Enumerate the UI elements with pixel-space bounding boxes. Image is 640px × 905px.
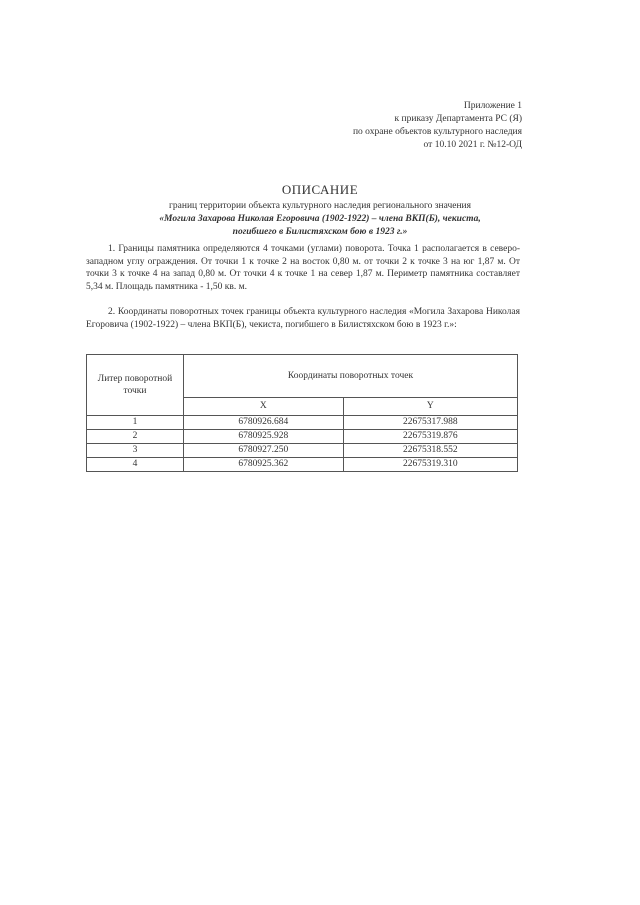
cell-point: 1 bbox=[87, 416, 184, 430]
coordinates-table bbox=[86, 354, 518, 472]
table-row bbox=[87, 430, 518, 444]
table-row bbox=[87, 444, 518, 458]
document-subtitle bbox=[80, 200, 560, 239]
cell-point: 4 bbox=[87, 458, 184, 472]
cell-y: 22675319.310 bbox=[343, 458, 517, 472]
cell-x: 6780927.250 bbox=[184, 444, 344, 458]
appendix-line: по охране объектов культурного наследия bbox=[352, 127, 522, 137]
header-x: X bbox=[184, 397, 344, 415]
appendix-header bbox=[353, 100, 522, 152]
subtitle-line-object-name: погибшего в Билистяхском бою в 1923 г.» bbox=[232, 227, 408, 237]
cell-y: 22675319.876 bbox=[343, 430, 517, 444]
cell-x: 6780925.362 bbox=[184, 458, 344, 472]
header-y: Y bbox=[343, 397, 517, 415]
cell-x: 6780925.928 bbox=[184, 430, 344, 444]
paragraph-coordinates: 2. Координаты поворотных точек границы объекта культурного наследия «Могила Захарова Николая Егоровича (1902-1922) – члена ВКП(Б), чекиста, погибшего в Билистяхском бою в 1923 г.»: bbox=[86, 307, 520, 330]
paragraph-boundaries: 1. Границы памятника определяются 4 точками (углами) поворота. Точка 1 располагается в северо-западном углу ограждения. От точки 1 к точке 2 на восток 0,80 м. от точки 2 к точке 3 на юг 1,87 м. От точки 3 к точке 4 на запад 0,80 м. От точки 4 к точке 1 на север 1,87 м. Периметр памятника составляет 5,34 м. Площадь памятника - 1,50 кв. м. bbox=[86, 244, 520, 292]
header-liter: Литер поворотной точки bbox=[87, 355, 184, 416]
subtitle-line: границ территории объекта культурного наследия регионального значения bbox=[169, 201, 471, 211]
table-row bbox=[87, 416, 518, 430]
cell-y: 22675317.988 bbox=[343, 416, 517, 430]
appendix-line: Приложение 1 bbox=[463, 101, 522, 111]
cell-point: 3 bbox=[87, 444, 184, 458]
appendix-line: к приказу Департамента РС (Я) bbox=[394, 114, 522, 124]
subtitle-line-object-name: «Могила Захарова Николая Егоровича (1902-1922) – члена ВКП(Б), чекиста, bbox=[159, 214, 481, 224]
cell-x: 6780926.684 bbox=[184, 416, 344, 430]
appendix-line: от 10.10 2021 г. №12-ОД bbox=[423, 140, 522, 150]
header-coordinates: Координаты поворотных точек bbox=[184, 355, 518, 398]
cell-y: 22675318.552 bbox=[343, 444, 517, 458]
table-row bbox=[87, 458, 518, 472]
document-title: ОПИСАНИЕ bbox=[281, 182, 359, 197]
cell-point: 2 bbox=[87, 430, 184, 444]
